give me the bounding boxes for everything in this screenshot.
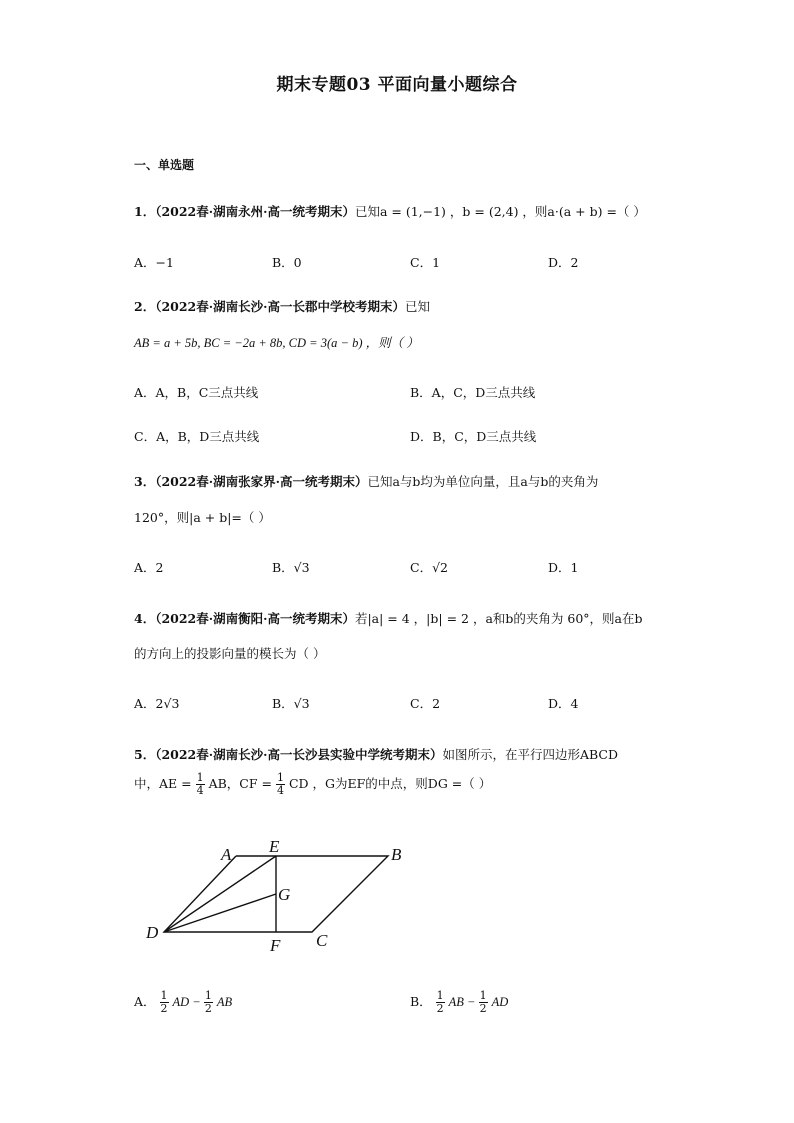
q1-option-d[interactable]: D．2 bbox=[548, 255, 579, 270]
question-5-source: 5．（2022春·湖南长沙·高一长沙县实验中学统考期末） bbox=[134, 747, 443, 762]
frac-num: 1 bbox=[196, 771, 204, 784]
q2-option-c[interactable]: C．A，B，D三点共线 bbox=[134, 429, 260, 444]
frac-den: 2 bbox=[436, 1002, 444, 1015]
frac-num: 1 bbox=[479, 989, 487, 1002]
frac-den: 2 bbox=[160, 1002, 168, 1015]
question-1-source: 1．（2022春·湖南永州·高一统考期末） bbox=[134, 204, 355, 219]
question-3-source: 3．（2022春·湖南张家界·高一统考期末） bbox=[134, 474, 368, 489]
fraction-one-half bbox=[436, 990, 445, 1015]
question-3-text-2: 120°，则|a + b|=（ ） bbox=[134, 510, 271, 525]
q3-option-a[interactable]: A．2 bbox=[134, 560, 164, 575]
q1-option-a[interactable]: A．−1 bbox=[134, 255, 174, 270]
question-5-text-2 bbox=[134, 772, 491, 797]
question-5 bbox=[134, 745, 618, 763]
q4-option-d[interactable]: D．4 bbox=[548, 696, 579, 711]
vector-term: AB − bbox=[448, 995, 479, 1009]
fraction-one-quarter bbox=[196, 772, 205, 797]
frac-num: 1 bbox=[436, 989, 444, 1002]
question-4-text-2: 的方向上的投影向量的模长为（ ） bbox=[134, 646, 326, 661]
q3-option-d[interactable]: D．1 bbox=[548, 560, 579, 575]
label-b: B bbox=[391, 845, 402, 864]
q1-option-c[interactable]: C．1 bbox=[410, 255, 441, 270]
option-letter: A． bbox=[134, 994, 156, 1009]
q3-option-b[interactable]: B．√3 bbox=[272, 560, 310, 575]
question-4-source: 4．（2022春·湖南衡阳·高一统考期末） bbox=[134, 611, 355, 626]
q2-option-d[interactable]: D．B，C，D三点共线 bbox=[410, 429, 537, 444]
question-5-text-1: 如图所示，在平行四边形ABCD bbox=[442, 747, 618, 762]
frac-den: 2 bbox=[204, 1002, 212, 1015]
q5-line2-mid1: AB，CF = bbox=[208, 776, 272, 791]
fraction-one-half bbox=[204, 990, 213, 1015]
page-title: 期末专题03 平面向量小题综合 bbox=[276, 75, 518, 95]
vector-term: AD − bbox=[172, 995, 204, 1009]
q4-option-b[interactable]: B．√3 bbox=[272, 696, 310, 711]
fraction-one-half bbox=[479, 990, 488, 1015]
q5-line2-prefix: 中，AE = bbox=[134, 776, 192, 791]
question-2-source: 2．（2022春·湖南长沙·高一长郡中学校考期末） bbox=[134, 299, 405, 314]
q4-option-a[interactable]: A．2√3 bbox=[134, 696, 180, 711]
question-1-text: 已知a = (1,−1) ，b = (2,4) ，则a·(a + b) =（ ） bbox=[354, 204, 646, 219]
question-2 bbox=[134, 297, 430, 315]
q2-option-a[interactable]: A．A，B，C三点共线 bbox=[134, 385, 259, 400]
frac-den: 4 bbox=[276, 784, 284, 797]
question-2-text-1: 已知 bbox=[404, 299, 430, 314]
segment-dg bbox=[164, 894, 276, 932]
frac-den: 2 bbox=[479, 1002, 487, 1015]
q2-option-b[interactable]: B．A，C，D三点共线 bbox=[410, 385, 536, 400]
question-1 bbox=[134, 202, 646, 220]
label-f: F bbox=[270, 936, 281, 955]
option-letter: B． bbox=[410, 994, 432, 1009]
label-g: G bbox=[278, 885, 291, 904]
question-4 bbox=[134, 609, 642, 627]
label-a: A bbox=[221, 845, 232, 864]
q4-option-c[interactable]: C．2 bbox=[410, 696, 441, 711]
fraction-one-half bbox=[160, 990, 169, 1015]
frac-num: 1 bbox=[160, 989, 168, 1002]
question-4-text-1: 若|a| = 4 ，|b| = 2 ，a和b的夹角为 60°，则a在b bbox=[354, 611, 643, 626]
frac-num: 1 bbox=[276, 771, 284, 784]
segment-de bbox=[164, 856, 276, 932]
q1-option-b[interactable]: B．0 bbox=[272, 255, 302, 270]
section-heading: 一、单选题 bbox=[134, 158, 195, 172]
question-3 bbox=[134, 472, 598, 490]
q5-option-a[interactable] bbox=[134, 990, 232, 1015]
frac-num: 1 bbox=[204, 989, 212, 1002]
question-2-text-2: AB = a + 5b, BC = −2a + 8b, CD = 3(a − b) ，则（ ） bbox=[134, 336, 419, 350]
fraction-one-quarter bbox=[276, 772, 285, 797]
q5-option-b[interactable] bbox=[410, 990, 508, 1015]
vector-term: AB bbox=[216, 995, 233, 1009]
parallelogram-figure bbox=[130, 830, 420, 965]
frac-den: 4 bbox=[196, 784, 204, 797]
q3-option-c[interactable]: C．√2 bbox=[410, 560, 448, 575]
label-d: D bbox=[146, 923, 159, 942]
q5-line2-mid2: CD ，G为EF的中点，则DG =（ ） bbox=[288, 776, 492, 791]
label-c: C bbox=[316, 931, 328, 950]
label-e: E bbox=[269, 837, 280, 856]
question-3-text-1: 已知a与b均为单位向量，且a与b的夹角为 bbox=[367, 474, 599, 489]
vector-term: AD bbox=[491, 995, 509, 1009]
